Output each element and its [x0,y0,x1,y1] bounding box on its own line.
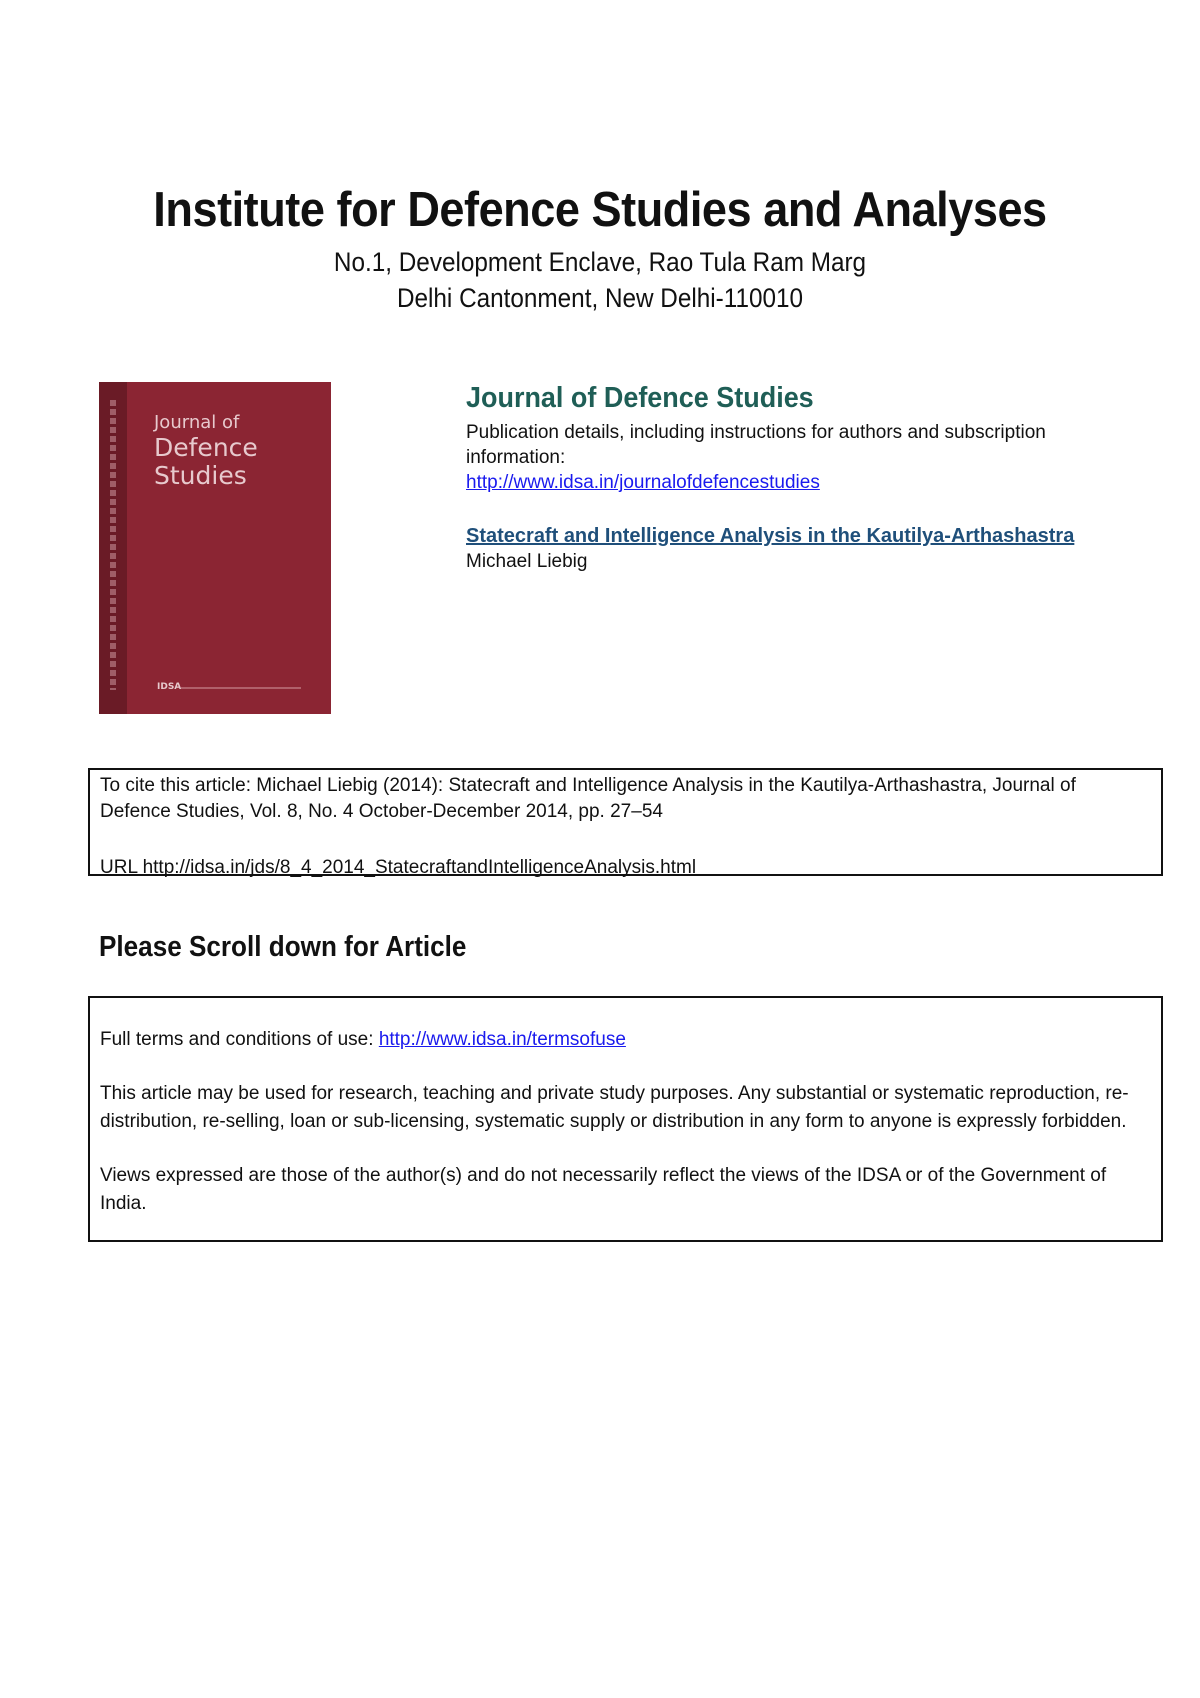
address-line-2: Delhi Cantonment, New Delhi-110010 [396,283,804,313]
cover-spine [99,382,127,714]
cover-spine-text [110,400,116,690]
terms-disclaimer-text: Views expressed are those of the author(s) and do not necessarily reflect the views of the IDSA or of the Government of India. [100,1165,1107,1214]
terms-of-use-link[interactable]: http://www.idsa.in/termsofuse [378,1029,626,1050]
journal-info [466,380,1146,574]
article-author: Michael Liebig [466,551,588,572]
cover-title [154,412,258,490]
institute-title: Institute for Defence Studies and Analyses [153,183,1047,237]
cover-title-line-2: Defence [154,433,258,462]
cover-title-line-3: Studies [154,461,247,490]
journal-url-link[interactable]: http://www.idsa.in/journalofdefencestudies [466,472,820,493]
journal-name: Journal of Defence Studies [466,382,814,414]
terms-usage-text: This article may be used for research, teaching and private study purposes. Any substantial or systematic reproduction, re-distribution, re-selling, loan or sub-licensing, systematic supply or distribution in any form to anyone is expressly forbidden. [100,1083,1129,1132]
publication-details: Publication details, including instructions for authors and subscription information: [466,422,1046,468]
citation-url: URL http://idsa.in/jds/8_4_2014_StatecraftandIntelligenceAnalysis.html [100,857,697,878]
scroll-note-heading: Please Scroll down for Article [99,931,467,963]
article-title-link[interactable]: Statecraft and Intelligence Analysis in the Kautilya-Arthashastra [466,525,1075,547]
terms-box [88,996,1163,1242]
cover-logo: IDSA [157,682,182,692]
address-line-1: No.1, Development Enclave, Rao Tula Ram Marg [333,247,867,277]
terms-intro [100,1026,1151,1054]
journal-cover-image [99,382,331,714]
terms-intro-text: Full terms and conditions of use: [100,1029,379,1050]
cover-title-line-1: Journal of [154,412,240,433]
citation-box [88,768,1163,876]
citation-text: To cite this article: Michael Liebig (2014): Statecraft and Intelligence Analysis in the Kautilya-Arthashastra, Journal of Defence Studies, Vol. 8, No. 4 October-December 2014, pp. 27–54 [100,775,1076,822]
page-header [0,182,1200,316]
cover-footer-line [181,687,301,689]
